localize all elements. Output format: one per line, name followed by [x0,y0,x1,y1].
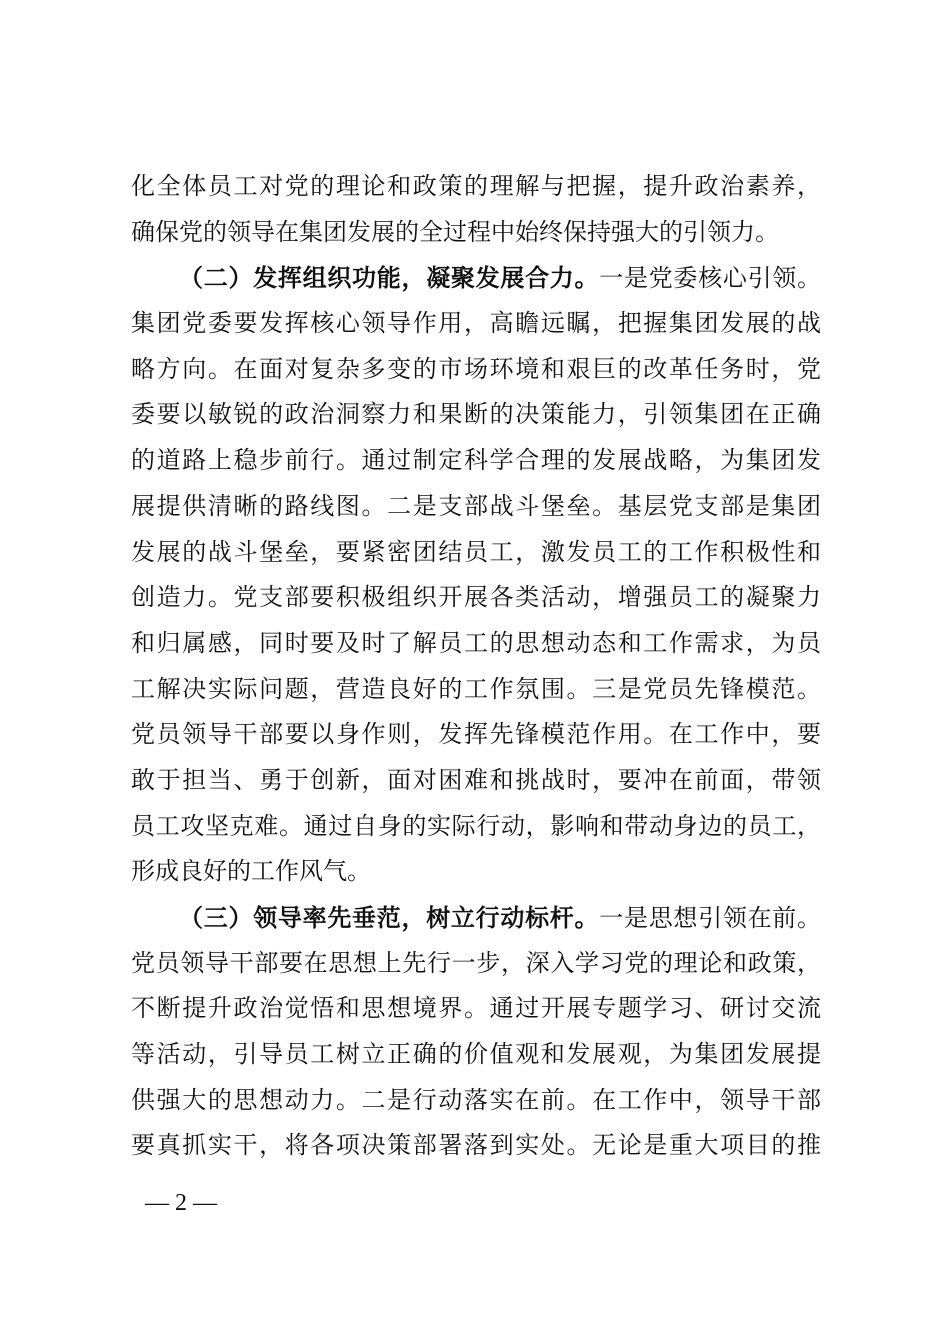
text-line: 供强大的思想动力。二是行动落实在前。在工作中，领导干部 [131,1085,821,1114]
text-line: 形成良好的工作风气。 [131,857,371,886]
text-line: 展提供清晰的路线图。二是支部战斗堡垒。基层党支部是集团 [131,491,821,520]
body-text [131,164,821,1169]
text-line: 和归属感，同时要及时了解员工的思想动态和工作需求，为员 [131,628,821,657]
text-line: 委要以敏锐的政治洞察力和果断的决策能力，引领集团在正确 [131,400,821,429]
text-line: 不断提升政治觉悟和思想境界。通过开展专题学习、研讨交流 [131,994,821,1023]
section-heading: （三）领导率先垂范，树立行动标杆。 [179,903,600,932]
text-line: 党员领导干部要以身作则，发挥先锋模范作用。在工作中，要 [131,720,821,749]
section-heading: （二）发挥组织功能，凝聚发展合力。 [179,263,600,293]
text-line: 确保党的领导在集团发展的全过程中始终保持强大的引领力。 [131,217,779,246]
text-line: 员工攻坚克难。通过自身的实际行动，影响和带动身边的员工， [131,811,821,840]
section-heading-line [131,895,821,941]
section-heading-line [131,255,821,301]
text-line: 集团党委要发挥核心领导作用，高瞻远瞩，把握集团发展的战 [131,309,821,338]
text-line: 的道路上稳步前行。通过制定科学合理的发展战略，为集团发 [131,446,821,475]
text-line: 党员领导干部要在思想上先行一步，深入学习党的理论和政策， [131,948,821,977]
text-run: 一是思想引领在前。 [599,904,822,932]
text-line: 发展的战斗堡垒，要紧密团结员工，激发员工的工作积极性和 [131,537,821,566]
text-line: 创造力。党支部要积极组织开展各类活动，增强员工的凝聚力 [131,583,821,612]
text-line: 敢于担当、勇于创新，面对困难和挑战时，要冲在前面，带领 [131,765,821,794]
text-line: 化全体员工对党的理论和政策的理解与把握，提升政治素养， [131,172,821,200]
text-line: 要真抓实干，将各项决策部署落到实处。无论是重大项目的推 [131,1131,821,1160]
text-line: 等活动，引导员工树立正确的价值观和发展观，为集团发展提 [131,1040,821,1069]
text-line: 略方向。在面对复杂多变的市场环境和艰巨的改革任务时，党 [131,354,821,383]
text-run: 一是党委核心引领。 [599,264,822,293]
text-line: 工解决实际问题，营造良好的工作氛围。三是党员先锋模范。 [131,674,821,703]
page-number: — 2 — [145,1190,217,1216]
